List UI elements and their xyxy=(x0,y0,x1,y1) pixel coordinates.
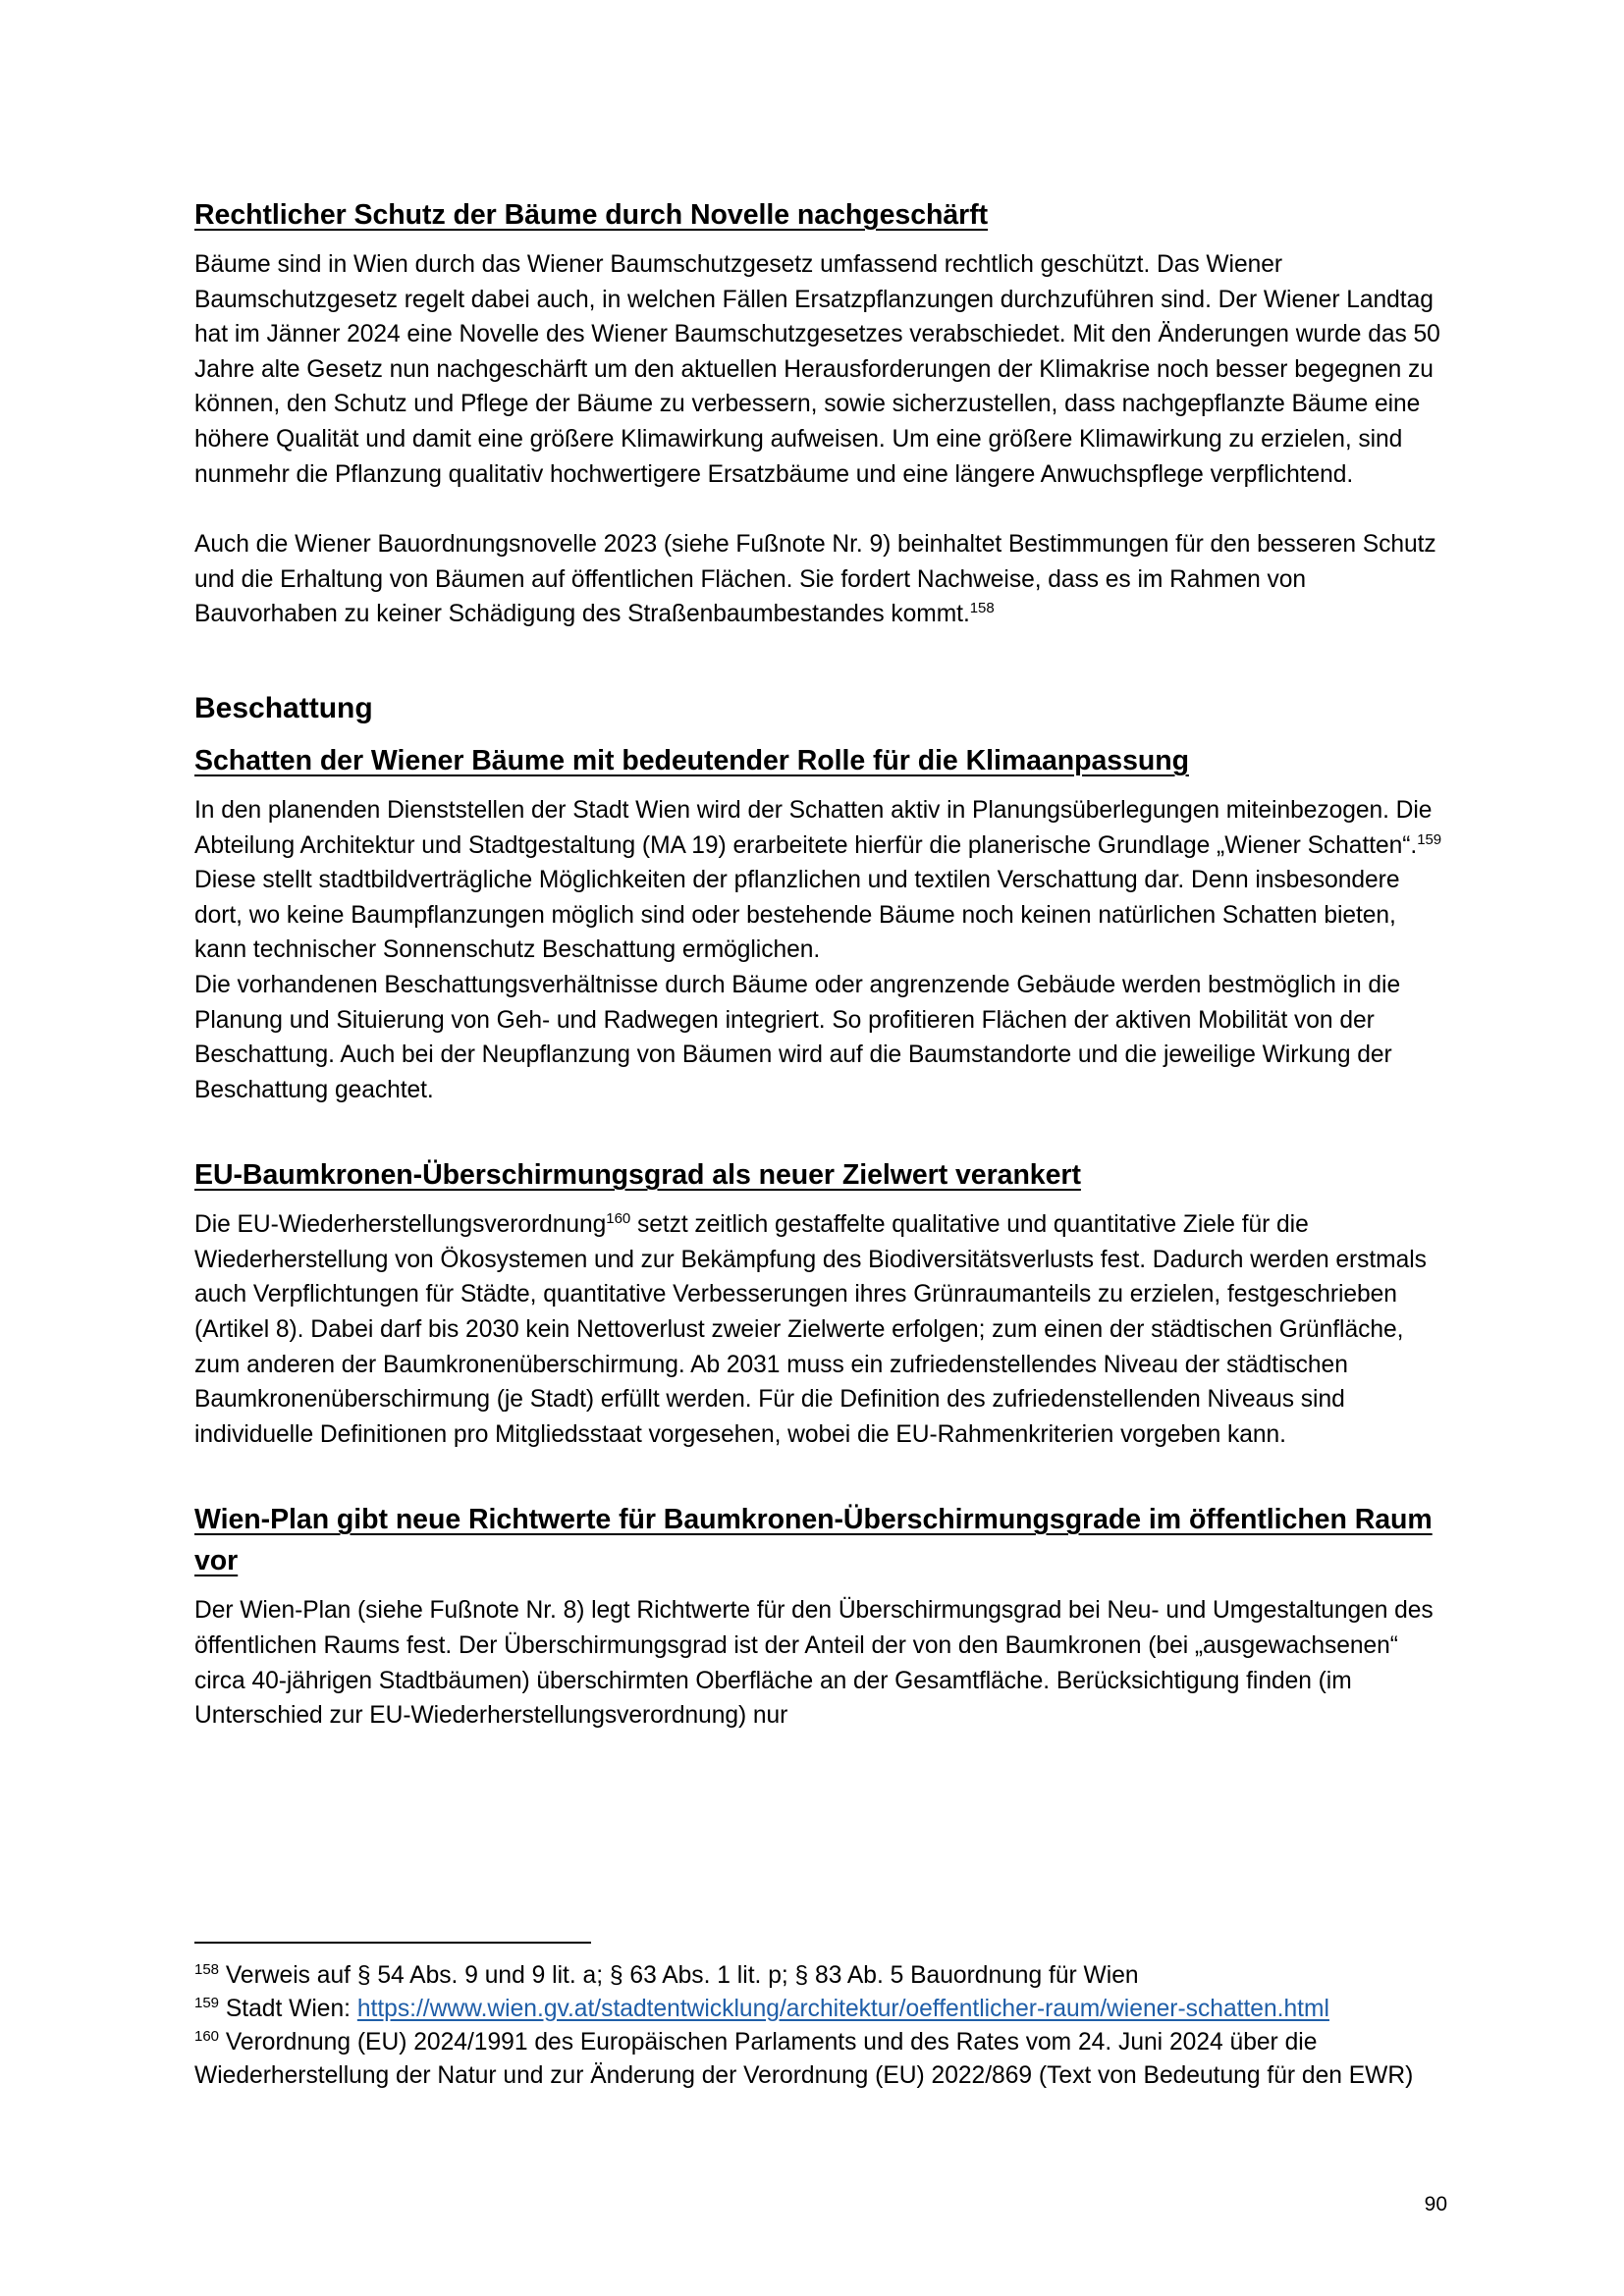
footnote-ref-160[interactable]: 160 xyxy=(606,1210,631,1228)
footnote-number: 160 xyxy=(194,2027,220,2045)
footnotes xyxy=(194,1942,1453,2093)
paragraph-wien-plan xyxy=(194,1593,1453,1733)
paragraph-text: Der Wien-Plan (siehe Fußnote Nr. 8) legt Richtwerte für den Überschirmungsgrad bei Neu- und Umgestaltungen des öffentlichen Raums fest. Der Überschirmungsgrad ist der Anteil der von den Baumkronen (bei „ausgewachsenen“ circa 40-jährigen Stadtbäumen) überschirmten Oberfläche an der Gesamtfläche. Berücksichtigung finden (im Unterschied zur EU-Wiederherstellungsverordnung) nur xyxy=(194,1597,1434,1730)
section-heading-schatten: Schatten der Wiener Bäume mit bedeutender Rolle für die Klimaanpassung xyxy=(194,744,1189,776)
footnote-link-wiener-schatten[interactable]: https://www.wien.gv.at/stadtentwicklung/architektur/oeffentlicher-raum/wiener-schatten.html xyxy=(356,1996,1329,2022)
paragraph-text: In den planenden Dienststellen der Stadt Wien wird der Schatten aktiv in Planungsüberlegungen miteinbezogen. Die Abteilung Architektur und Stadtgestaltung (MA 19) erarbeitete hierfür die planerische Grundlage „Wiener Schatten“. xyxy=(194,796,1433,859)
footnote-159 xyxy=(194,1993,1453,2026)
paragraph-bauordnungsnovelle xyxy=(194,527,1453,632)
footnote-text: Stadt Wien: xyxy=(219,1996,357,2022)
section-heading-eu-baumkronen: EU-Baumkronen-Überschirmungsgrad als neuer Zielwert verankert xyxy=(194,1159,1081,1192)
chapter-heading-beschattung: Beschattung xyxy=(194,691,373,724)
paragraph-eu-wiederherstellung xyxy=(194,1207,1453,1452)
paragraph-wiener-schatten xyxy=(194,793,1453,968)
footnote-text: Verordnung (EU) 2024/1991 des Europäischen Parlaments und des Rates vom 24. Juni 2024 über die Wiederherstellung der Natur und zur Änderung der Verordnung (EU) 2022/869 (Text von Bedeutung für den EWR) xyxy=(194,2029,1414,2089)
paragraph-text: Diese stellt stadtbildverträgliche Möglichkeiten der pflanzlichen und textilen Verschattung dar. Denn insbesondere dort, wo keine Baumpflanzungen möglich sind oder bestehende Bäume noch keinen natürlichen Schatten bieten, kann technischer Sonnenschutz Beschattung ermöglichen. xyxy=(194,867,1400,964)
footnote-ref-159[interactable]: 159 xyxy=(1417,830,1442,848)
paragraph-text: Bäume sind in Wien durch das Wiener Baumschutzgesetz umfassend rechtlich geschützt. Das Wiener Baumschutzgesetz regelt dabei auch, in welchen Fällen Ersatzpflanzungen durchzuführen sind. Der Wiener Landtag hat im Jänner 2024 eine Novelle des Wiener Baumschutzgesetzes verabschiedet. Mit den Änderungen wurde das 50 Jahre alte Gesetz nun nachgeschärft um den aktuellen Herausforderungen der Klimakrise noch besser begegnen zu können, den Schutz und Pflege der Bäume zu verbessern, sowie sicherzustellen, dass nachgepflanzte Bäume eine höhere Qualität und damit eine größere Klimawirkung aufweisen. Um eine größere Klimawirkung zu erzielen, sind nunmehr die Pflanzung qualitativ hochwertigere Ersatzbäume und eine längere Anwuchspflege verpflichtend. xyxy=(194,251,1440,488)
section-heading-baumschutz: Rechtlicher Schutz der Bäume durch Novelle nachgeschärft xyxy=(194,199,989,231)
footnote-number: 159 xyxy=(194,1994,220,2011)
paragraph-text: Auch die Wiener Bauordnungsnovelle 2023 (siehe Fußnote Nr. 9) beinhaltet Bestimmungen für den besseren Schutz und die Erhaltung von Bäumen auf öffentlichen Flächen. Sie fordert Nachweise, dass es im Rahmen von Bauvorhaben zu keiner Schädigung des Straßenbaumbestandes kommt. xyxy=(194,531,1436,628)
paragraph-text: Die vorhandenen Beschattungsverhältnisse durch Bäume oder angrenzende Gebäude werden bestmöglich in die Planung und Situierung von Geh- und Radwegen integriert. So profitieren Flächen der aktiven Mobilität von der Beschattung. Auch bei der Neupflanzung von Bäumen wird auf die Baumstandorte und die jeweilige Wirkung der Beschattung geachtet. xyxy=(194,971,1401,1103)
page-body xyxy=(194,194,1453,1734)
paragraph-text: Die EU-Wiederherstellungsverordnung xyxy=(194,1211,607,1239)
footnote-158 xyxy=(194,1959,1453,1993)
section-heading-wien-plan: Wien-Plan gibt neue Richtwerte für Baumkronen-Überschirmungsgrade im öffentlichen Raum vor xyxy=(194,1504,1433,1577)
footnote-separator xyxy=(194,1942,591,1944)
paragraph-beschattungsverhaeltnisse xyxy=(194,968,1453,1107)
paragraph-text: setzt zeitlich gestaffelte qualitative und quantitative Ziele für die Wiederherstellung von Ökosystemen und zur Bekämpfung des Biodiversitätsverlusts fest. Dadurch werden erstmals auch Verpflichtungen für Städte, quantitative Verbesserungen ihres Grünraumanteils zu erzielen, festgeschrieben (Artikel 8). Dabei darf bis 2030 kein Nettoverlust zweier Zielwerte erfolgen; zum einen der städtischen Grünfläche, zum anderen der Baumkronenüberschirmung. Ab 2031 muss ein zufriedenstellendes Niveau der städtischen Baumkronenüberschirmung (je Stadt) erfüllt werden. Für die Definition des zufriedenstellenden Niveaus sind individuelle Definitionen pro Mitgliedsstaat vorgesehen, wobei die EU-Rahmenkriterien vorgeben kann. xyxy=(194,1211,1427,1448)
footnote-160 xyxy=(194,2026,1453,2093)
footnote-text: Verweis auf § 54 Abs. 9 und 9 lit. a; § 63 Abs. 1 lit. p; § 83 Ab. 5 Bauordnung für Wien xyxy=(219,1962,1139,1989)
footnote-number: 158 xyxy=(194,1960,220,1978)
page-number: 90 xyxy=(1424,2193,1447,2216)
paragraph-baumschutzgesetz xyxy=(194,247,1453,492)
footnote-ref-158[interactable]: 158 xyxy=(969,600,995,617)
